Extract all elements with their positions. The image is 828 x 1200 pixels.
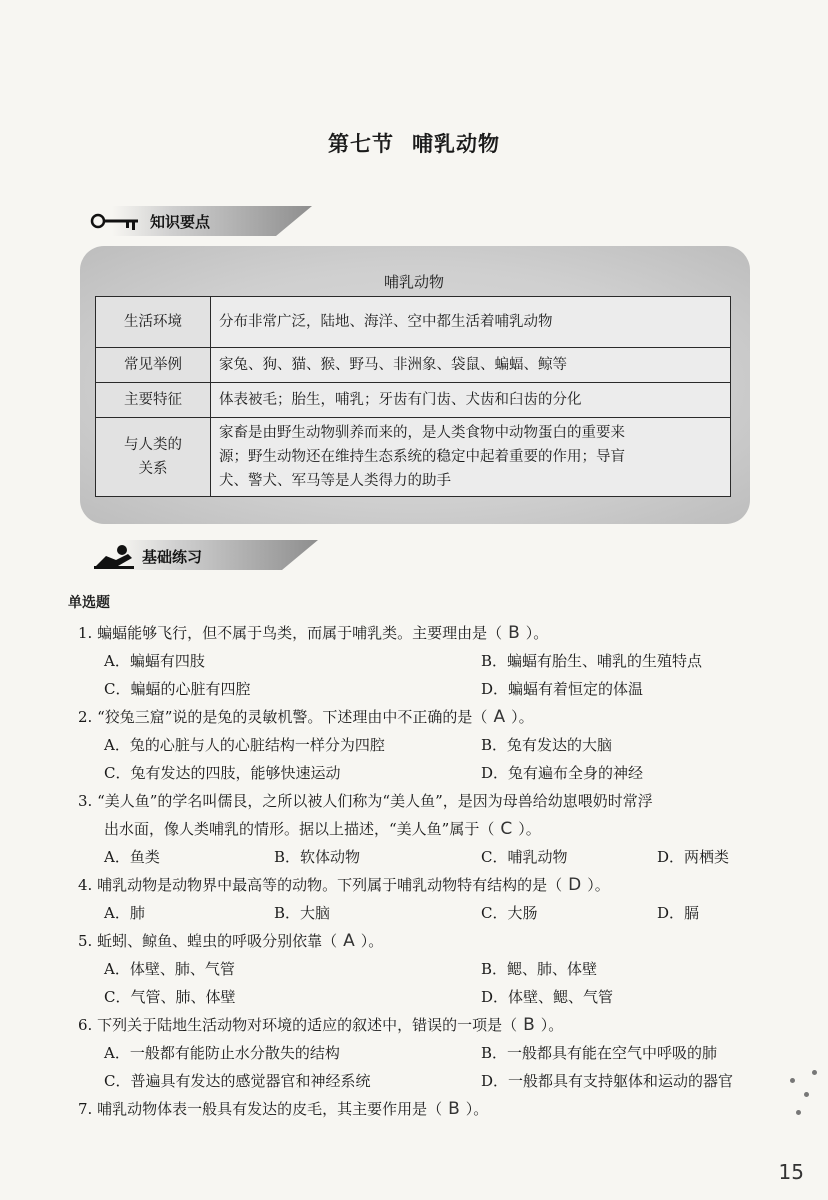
practice-banner-label: 基础练习 [142, 548, 203, 566]
row-value: 分布非常广泛，陆地、海洋、空中都生活着哺乳动物 [211, 297, 731, 348]
question-text-end: ）。 [465, 1100, 489, 1118]
page-title [0, 128, 828, 158]
question-number: 1. [78, 624, 93, 642]
row-header-line: 关系 [138, 461, 168, 477]
decorative-dot [796, 1110, 801, 1115]
question-text: 下列关于陆地生活动物对环境的适应的叙述中，错误的一项是（ [97, 1016, 518, 1034]
option-d: D．两栖类 [657, 848, 730, 866]
question-number: 5. [78, 932, 93, 950]
option-d: D．蝙蝠有着恒定的体温 [481, 680, 644, 698]
option-a: A．一般都有能防止水分散失的结构 [104, 1044, 340, 1062]
question-text-end: ）。 [511, 708, 534, 726]
question-text: 哺乳动物是动物界中最高等的动物。下列属于哺乳动物特有结构的是（ [97, 876, 563, 894]
option-d: D．一般都具有支持躯体和运动的器官 [481, 1072, 734, 1090]
handwritten-answer: B [523, 1015, 535, 1035]
question-text: “狡兔三窟”说的是兔的灵敏机警。下述理由中不正确的是（ [97, 708, 488, 726]
question-text: 蝙蝠能够飞行，但不属于鸟类，而属于哺乳类。主要理由是（ [97, 624, 503, 642]
option-b: B．蝙蝠有胎生、哺乳的生殖特点 [481, 652, 703, 670]
row-value: 体表被毛；胎生，哺乳；牙齿有门齿、犬齿和臼齿的分化 [211, 383, 731, 418]
question-5 [78, 930, 383, 951]
option-b: B．兔有发达的大脑 [481, 736, 613, 754]
table-row [96, 297, 731, 348]
handwritten-answer: B [508, 623, 520, 643]
question-6 [78, 1014, 563, 1035]
row-header-line: 与人类的 [124, 437, 182, 453]
knowledge-table [95, 296, 731, 497]
question-text-end: ）。 [540, 1016, 564, 1034]
option-c: C．哺乳动物 [481, 848, 568, 866]
table-row [96, 348, 731, 383]
decorative-dot [790, 1078, 795, 1083]
question-text: 出水面，像人类哺乳的情形。据以上描述，“美人鱼”属于（ [104, 820, 495, 838]
question-4 [78, 874, 610, 895]
question-text: “美人鱼”的学名叫儒艮，之所以被人们称为“美人鱼”，是因为母兽给幼崽喂奶时常浮 [97, 792, 653, 810]
decorative-dot [812, 1070, 817, 1075]
table-row [96, 418, 731, 497]
row-header [96, 418, 211, 497]
question-text: 蚯蚓、鲸鱼、蝗虫的呼吸分别依靠（ [97, 932, 338, 950]
option-d: D．体壁、鳃、气管 [481, 988, 614, 1006]
handwritten-answer: C [500, 819, 513, 839]
option-c: C．蝙蝠的心脏有四腔 [104, 680, 251, 698]
section-number: 第七节 [328, 132, 394, 156]
option-a: A．体壁、肺、气管 [104, 960, 235, 978]
option-d: D．兔有遍布全身的神经 [481, 764, 644, 782]
key-icon [90, 210, 150, 232]
knowledge-caption: 哺乳动物 [383, 273, 444, 291]
page-number: 15 [778, 1160, 804, 1184]
option-c: C．气管、肺、体壁 [104, 988, 236, 1006]
question-number: 3. [78, 792, 93, 810]
row-value: 家兔、狗、猫、猴、野马、非洲象、袋鼠、蝙蝠、鲸等 [211, 348, 731, 383]
question-2 [78, 706, 534, 727]
option-a: A．肺 [104, 904, 145, 922]
exercise-icon [92, 544, 136, 570]
handwritten-answer: A [343, 931, 355, 951]
row-value-line: 家畜是由野生动物驯养而来的，是人类食物中动物蛋白的重要来 [219, 425, 625, 441]
option-a: A．鱼类 [104, 848, 160, 866]
question-type-label: 单选题 [68, 595, 110, 611]
option-c: C．大肠 [481, 904, 538, 922]
row-value-line: 犬、警犬、军马等是人类得力的助手 [219, 473, 451, 489]
option-d: D．膈 [657, 904, 700, 922]
option-a: A．兔的心脏与人的心脏结构一样分为四腔 [104, 736, 385, 754]
question-text-end: ）。 [518, 820, 541, 838]
question-text-end: ）。 [587, 876, 610, 894]
option-b: B．大脑 [274, 904, 331, 922]
option-b: B．一般都具有能在空气中呼吸的肺 [481, 1044, 718, 1062]
table-row [96, 383, 731, 418]
option-c: C．普遍具有发达的感觉器官和神经系统 [104, 1072, 371, 1090]
question-text-end: ）。 [525, 624, 549, 642]
option-b: B．鳃、肺、体壁 [481, 960, 598, 978]
question-3 [78, 790, 653, 811]
option-b: B．软体动物 [274, 848, 361, 866]
question-3-continued [104, 818, 541, 839]
row-value [211, 418, 731, 497]
row-value-line: 源；野生动物还在维持生态系统的稳定中起着重要的作用；导盲 [219, 449, 625, 465]
question-text-end: ）。 [360, 932, 384, 950]
decorative-dot [804, 1092, 809, 1097]
question-number: 4. [78, 876, 93, 894]
question-number: 7. [78, 1100, 93, 1118]
question-number: 6. [78, 1016, 93, 1034]
row-header: 常见举例 [96, 348, 211, 383]
row-header: 生活环境 [96, 297, 211, 348]
option-a: A．蝙蝠有四肢 [104, 652, 205, 670]
question-7 [78, 1098, 488, 1119]
handwritten-answer: B [448, 1099, 460, 1119]
section-name: 哺乳动物 [412, 132, 500, 156]
row-header: 主要特征 [96, 383, 211, 418]
question-number: 2. [78, 708, 93, 726]
handwritten-answer: A [493, 707, 506, 727]
handwritten-answer: D [568, 875, 582, 895]
option-c: C．兔有发达的四肢，能够快速运动 [104, 764, 341, 782]
knowledge-banner-label: 知识要点 [150, 213, 211, 231]
question-1 [78, 622, 548, 643]
question-text: 哺乳动物体表一般具有发达的皮毛，其主要作用是（ [97, 1100, 443, 1118]
